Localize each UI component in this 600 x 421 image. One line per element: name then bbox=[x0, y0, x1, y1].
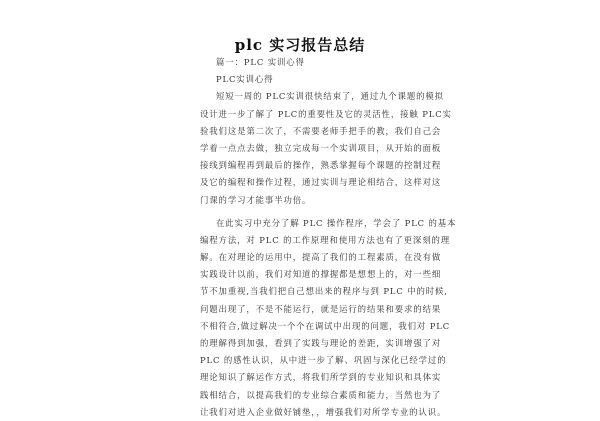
document-title: plc 实习报告总结 bbox=[234, 36, 366, 54]
paragraph-line: 让我们对进入企业做好铺垫，，增强我们对所学专业的认识。 bbox=[200, 406, 447, 417]
paragraph-line: 及它的编程和操作过程，通过实训与理论相结合，这样对这 bbox=[200, 177, 442, 188]
paragraph-line: 的理解得到加强，看到了实践与理论的差距，实训增强了对 bbox=[200, 338, 442, 348]
document-body bbox=[200, 54, 457, 421]
paragraph-line: 实践设计以前，我们对知道的撑握都是想想上的，对一些细 bbox=[200, 269, 442, 280]
section-heading: 篇一：PLC 实训心得 bbox=[216, 57, 305, 67]
paragraph-line: PLC 的感性认识，从中进一步了解、巩固与深化已经学过的 bbox=[200, 355, 447, 366]
paragraph-line: 学着一点点去做，独立完成每一个实训项目，从开始的面板 bbox=[200, 142, 442, 153]
paragraph-line: 践相结合，以提高我们的专业综合素质和能力，当然也为了 bbox=[200, 389, 442, 400]
paragraph-line: 编程方法，对 PLC 的工作原理和使用方法也有了更深刻的理 bbox=[200, 234, 451, 245]
subheading: PLC实训心得 bbox=[216, 74, 274, 85]
paragraph-line: 解。在对理论的运用中，提高了我们的工程素质，在没有做 bbox=[200, 252, 442, 263]
paragraph-line: 设计进一步了解了 PLC的重要性及它的灵活性，接触 PLC实 bbox=[200, 108, 452, 119]
paragraph-line: 不相符合,做过解决一个个在调试中出现的问题，我们对 PLC bbox=[200, 320, 451, 331]
paragraph-line: 在此实习中充分了解 PLC 操作程序，学会了 PLC 的基本 bbox=[216, 217, 457, 228]
paragraph-line: 短短一周的 PLC实训很快结束了，通过九个课题的模拟 bbox=[216, 91, 444, 102]
paragraph-line: 理论知识了解运作方式，将我们所学到的专业知识和具体实 bbox=[200, 372, 442, 383]
paragraph-line: 门课的学习才能事半功倍。 bbox=[200, 194, 312, 205]
paragraph-line: 验我们这是第二次了，不需要老师手把手的教，我们自己会 bbox=[200, 125, 442, 136]
paragraph-line: 问题出现了，不是不能运行，就是运行的结果和要求的结果 bbox=[200, 303, 442, 314]
paragraph-line: 节不加重视,当我们把自己想出来的程序与到 PLC 中的时候, bbox=[200, 286, 448, 297]
paragraph-line: 接线到编程再到最后的操作，熟悉掌握每个课题的控制过程 bbox=[200, 160, 442, 171]
